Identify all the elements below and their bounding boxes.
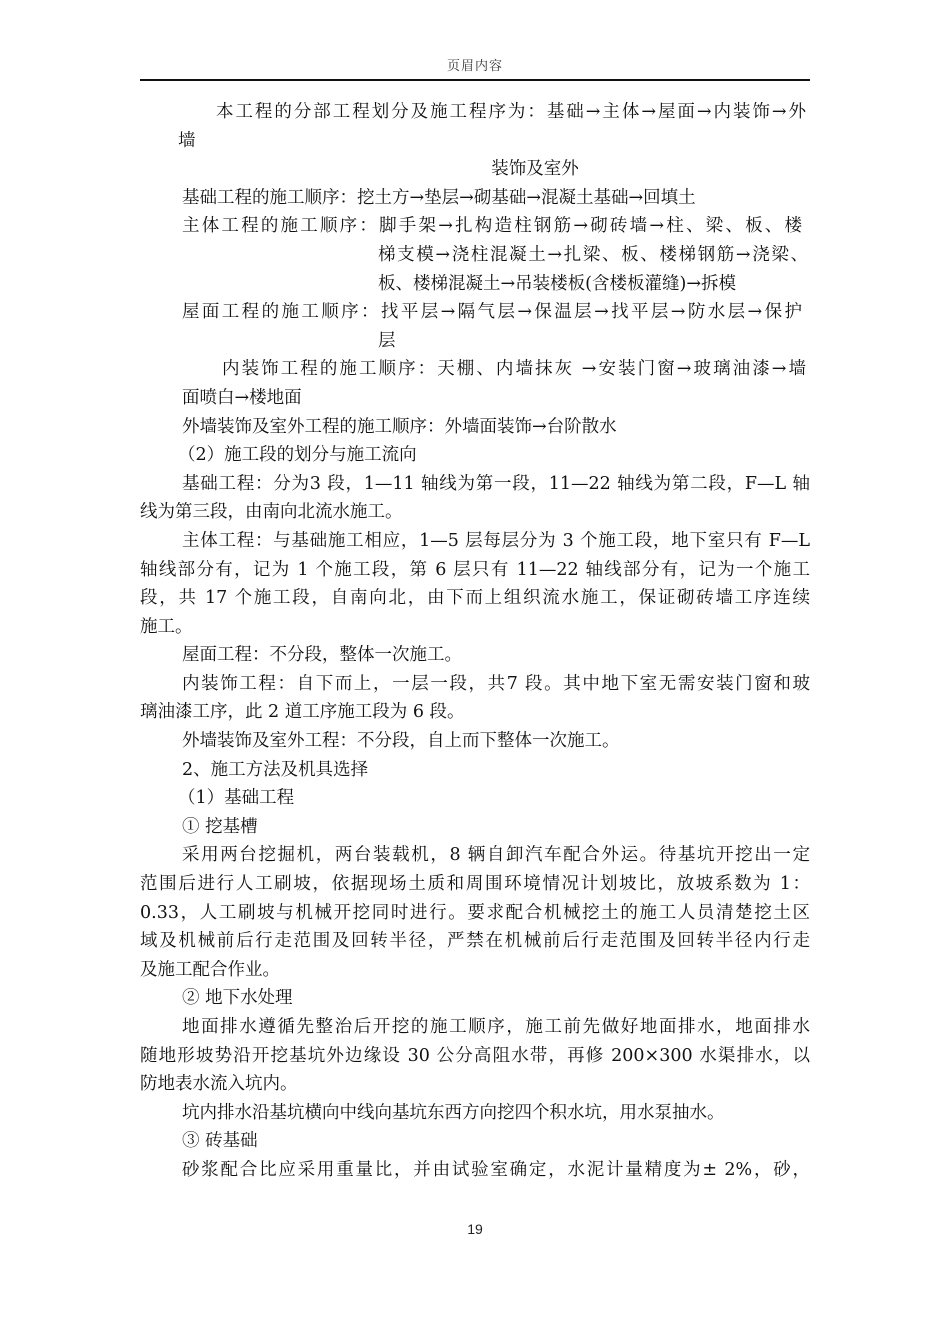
document-body xyxy=(140,98,810,1185)
paragraph-line: 随地形坡势沿开挖基坑外边缘设 30 公分高阻水带，再修 200×300 水渠排水，以 xyxy=(140,1045,810,1066)
paragraph-line: 主体工程的施工顺序：脚手架→扎构造柱钢筋→砌砖墙→柱、梁、板、楼 xyxy=(182,216,802,237)
page-header: 页眉内容 xyxy=(446,59,503,74)
paragraph-line: 屋面工程的施工顺序：找平层→隔气层→保温层→找平层→防水层→保护 xyxy=(182,302,802,323)
paragraph-line: 基础工程的施工顺序：挖土方→垫层→砌基础→混凝土基础→回填土 xyxy=(182,187,696,208)
paragraph-line: 采用两台挖掘机，两台装载机，8 辆自卸汽车配合外运。待基坑开挖出一定 xyxy=(182,845,810,866)
section-heading: 2、施工方法及机具选择 xyxy=(182,759,369,780)
paragraph-line: 板、楼梯混凝土→吊装楼板(含楼板灌缝)→拆模 xyxy=(378,273,736,294)
paragraph-line: 及施工配合作业。 xyxy=(140,959,280,980)
page-number: 19 xyxy=(467,1221,483,1237)
paragraph-line: 内装饰工程：自下而上，一层一段，共7 段。其中地下室无需安装门窗和玻 xyxy=(182,673,810,694)
paragraph-line: 地面排水遵循先整治后开挖的施工顺序，施工前先做好地面排水，地面排水 xyxy=(182,1017,810,1037)
paragraph-line: 坑内排水沿基坑横向中线向基坑东西方向挖四个积水坑，用水泵抽水。 xyxy=(182,1102,725,1123)
section-heading: （2）施工段的划分与施工流向 xyxy=(178,445,417,466)
paragraph-line: 梯支模→浇柱混凝土→扎梁、板、楼梯钢筋→浇梁、 xyxy=(378,244,808,265)
paragraph-line: 轴线部分有，记为 1 个施工段，第 6 层只有 11—22 轴线部分有，记为一个施工 xyxy=(140,559,810,580)
paragraph-line: 域及机械前后行走范围及回转半径，严禁在机械前后行走范围及回转半径内行走 xyxy=(140,931,810,952)
paragraph-line: 层 xyxy=(378,330,396,351)
paragraph-line: 内装饰工程的施工顺序：天棚、内墙抹灰 →安装门窗→玻璃油漆→墙 xyxy=(222,359,806,380)
section-heading: ② 地下水处理 xyxy=(182,988,293,1009)
paragraph-line: 0.33，人工刷坡与机械开挖同时进行。要求配合机械挖土的施工人员清楚挖土区 xyxy=(140,902,810,923)
paragraph-line: 屋面工程：不分段，整体一次施工。 xyxy=(182,645,462,666)
paragraph-line: 本工程的分部工程划分及施工程序为：基础→主体→屋面→内装饰→外 xyxy=(216,102,806,122)
header-rule xyxy=(140,79,810,81)
paragraph-line: 面喷白→楼地面 xyxy=(182,387,302,408)
paragraph-line: 砂浆配合比应采用重量比，并由试验室确定，水泥计量精度为± 2%，砂， xyxy=(182,1159,810,1180)
paragraph-line: 装饰及室外 xyxy=(491,159,579,180)
paragraph-line: 基础工程：分为3 段，1—11 轴线为第一段，11—22 轴线为第二段，F—L 轴 xyxy=(182,473,810,494)
paragraph-line: 线为第三段，由南向北流水施工。 xyxy=(140,502,403,523)
paragraph-line: 主体工程：与基础施工相应，1—5 层每层分为 3 个施工段，地下室只有 F—L xyxy=(182,530,810,551)
paragraph-line: 段，共 17 个施工段，自南向北，由下而上组织流水施工，保证砌砖墙工序连续 xyxy=(140,588,810,609)
section-heading: ① 挖基槽 xyxy=(182,816,258,837)
paragraph-line: 璃油漆工序，此 2 道工序施工段为 6 段。 xyxy=(140,702,465,723)
paragraph-line: 外墙装饰及室外工程的施工顺序：外墙面装饰→台阶散水 xyxy=(182,416,617,437)
paragraph-line: 墙 xyxy=(178,130,196,151)
paragraph-line: 施工。 xyxy=(140,616,193,637)
section-heading: （1）基础工程 xyxy=(178,788,295,809)
paragraph-line: 范围后进行人工刷坡，依据现场土质和周围环境情况计划坡比，放坡系数为 1： xyxy=(140,874,810,895)
paragraph-line: 外墙装饰及室外工程：不分段，自上而下整体一次施工。 xyxy=(182,731,620,752)
paragraph-line: 防地表水流入坑内。 xyxy=(140,1074,298,1095)
section-heading: ③ 砖基础 xyxy=(182,1131,258,1152)
